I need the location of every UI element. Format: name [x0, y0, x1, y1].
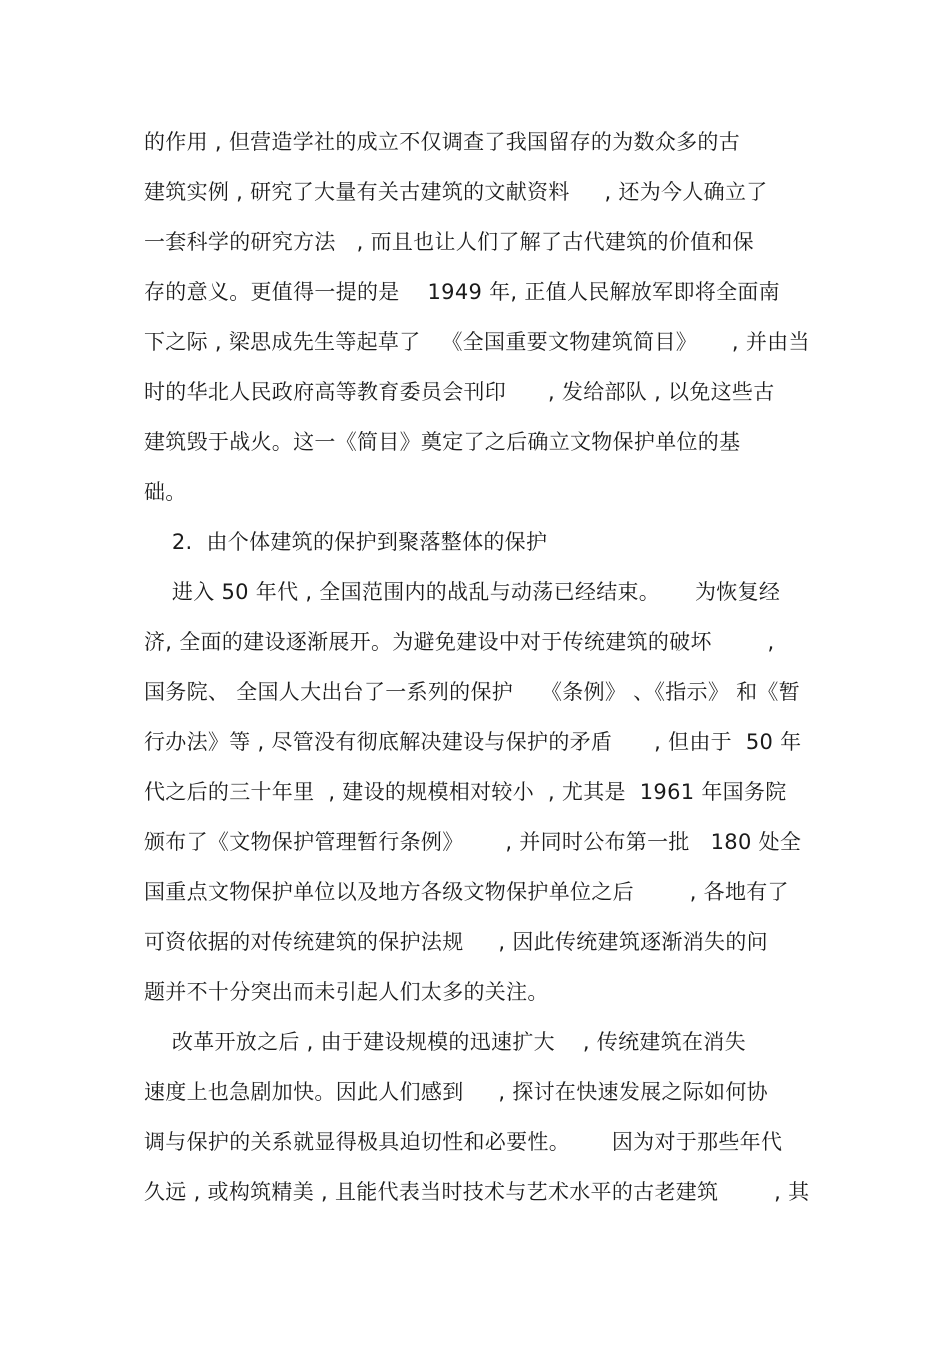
text-line-7: 建筑毁于战火。这一《简目》奠定了之后确立文物保护单位的基 [144, 430, 741, 454]
text-line-18: 题并不十分突出而未引起人们太多的关注。 [144, 980, 549, 1004]
text-line-12: 国务院、 全国人大出台了一系列的保护 《条例》 、《指示》 和《暂 [144, 680, 801, 704]
text-line-2: 建筑实例 , 研究了大量有关古建筑的文献资料 , 还为今人确立了 [144, 180, 768, 204]
text-line-6: 时的华北人民政府高等教育委员会刊印 , 发给部队 , 以免这些古 [144, 380, 775, 404]
text-line-16: 国重点文物保护单位以及地方各级文物保护单位之后 , 各地有了 [144, 880, 789, 904]
text-line-5: 下之际 , 梁思成先生等起草了 《全国重要文物建筑简目》 , 并由当 [144, 330, 810, 354]
text-line-3: 一套科学的研究方法 , 而且也让人们了解了古代建筑的价值和保 [144, 230, 754, 254]
text-line-13: 行办法》等 , 尽管没有彻底解决建设与保护的矛盾 , 但由于 50 年 [144, 730, 802, 754]
text-line-4: 存的意义。更值得一提的是 1949 年, 正值人民解放军即将全面南 [144, 280, 780, 304]
text-line-19: 改革开放之后 , 由于建设规模的迅速扩大 , 传统建筑在消失 [144, 1030, 746, 1054]
text-line-1: 的作用 , 但营造学社的成立不仅调查了我国留存的为数众多的古 [144, 130, 741, 154]
text-line-11: 济, 全面的建设逐渐展开。为避免建设中对于传统建筑的破坏 , [144, 630, 775, 654]
text-line-17: 可资依据的对传统建筑的保护法规 , 因此传统建筑逐渐消失的问 [144, 930, 768, 954]
text-line-15: 颁布了《文物保护管理暂行条例》 , 并同时公布第一批 180 处全 [144, 830, 802, 854]
text-line-10: 进入 50 年代 , 全国范围内的战乱与动荡已经结束。 为恢复经 [144, 580, 781, 604]
text-line-8: 础。 [144, 480, 187, 504]
text-line-20: 速度上也急剧加快。因此人们感到 , 探讨在快速发展之际如何协 [144, 1080, 768, 1104]
text-line-21: 调与保护的关系就显得极具迫切性和必要性。 因为对于那些年代 [144, 1130, 783, 1154]
text-line-14: 代之后的三十年里 , 建设的规模相对较小 , 尤其是 1961 年国务院 [144, 780, 787, 804]
section-heading: 2. 由个体建筑的保护到聚落整体的保护 [144, 530, 548, 554]
text-line-22: 久远 , 或构筑精美 , 且能代表当时技术与艺术水平的古老建筑 , 其 [144, 1180, 810, 1204]
